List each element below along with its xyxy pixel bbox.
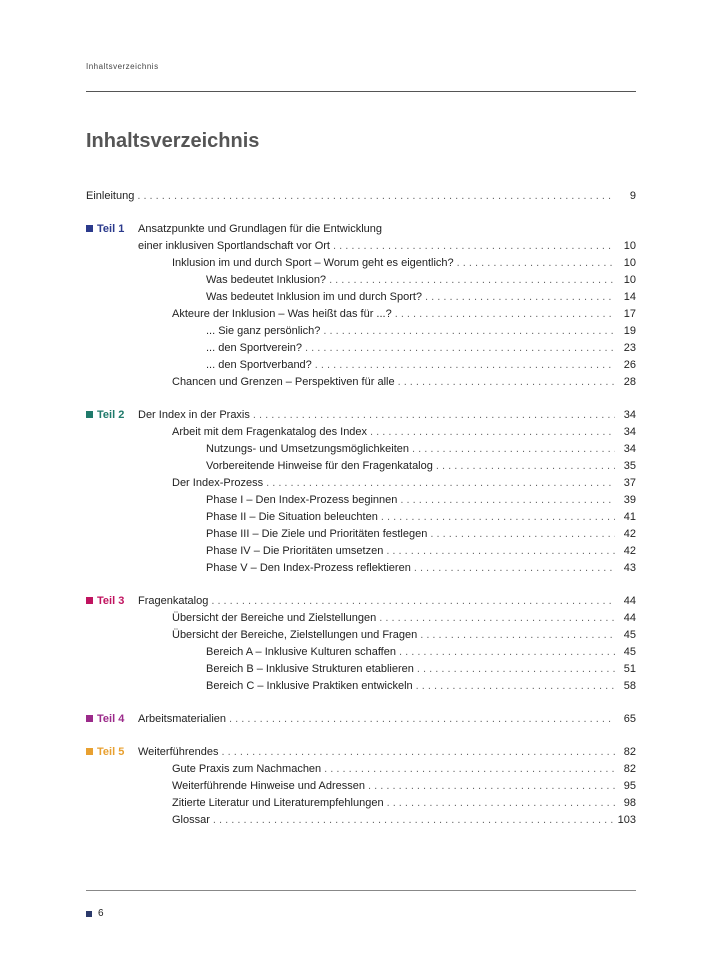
- toc-entry-label: ... den Sportverband?: [206, 359, 312, 371]
- dot-leader: [137, 188, 615, 205]
- toc-entry-page: 44: [623, 595, 636, 607]
- dot-leader: [333, 238, 615, 255]
- dot-leader: [229, 711, 615, 728]
- toc-entry-page: 41: [623, 511, 636, 523]
- toc-entry-page: 28: [623, 376, 636, 388]
- toc-entry-label: Chancen und Grenzen – Perspektiven für alle: [172, 376, 395, 388]
- toc-entry-page: 39: [623, 494, 636, 506]
- toc-entry-label: Glossar: [172, 814, 210, 826]
- toc-entry-label: Bereich B – Inklusive Strukturen etablieren: [206, 663, 414, 675]
- toc-entry[interactable]: [86, 255, 636, 272]
- toc-entry-page: 10: [623, 257, 636, 269]
- part-title: Weiterführendes: [138, 746, 219, 758]
- toc-entry-label: Was bedeutet Inklusion im und durch Sport?: [206, 291, 423, 303]
- toc-entry-label: Weiterführende Hinweise und Adressen: [172, 780, 366, 792]
- toc-entry-einleitung[interactable]: [86, 188, 636, 205]
- dot-leader: [412, 441, 615, 458]
- toc-entry-label: Bereich C – Inklusive Praktiken entwickeln: [206, 680, 413, 692]
- part-title: Ansatzpunkte und Grundlagen für die Entwicklung: [138, 223, 382, 235]
- toc-entry-page: 35: [623, 460, 636, 472]
- dot-leader: [395, 306, 615, 323]
- dot-leader: [416, 678, 615, 695]
- toc-entry-label: Phase IV – Die Prioritäten umsetzen: [206, 545, 384, 557]
- toc-entry-label: Gute Praxis zum Nachmachen: [172, 763, 322, 775]
- part-marker-icon: [86, 748, 93, 755]
- toc-entry-page: 10: [623, 274, 636, 286]
- toc-entry[interactable]: [86, 272, 636, 289]
- toc-entry-page: 51: [623, 663, 636, 675]
- toc-entry[interactable]: [86, 475, 636, 492]
- running-header: Inhaltsverzeichnis: [86, 62, 159, 71]
- toc-entry-page: 42: [623, 528, 636, 540]
- toc-entry-page: 26: [623, 359, 636, 371]
- part-number: Teil 3: [97, 595, 125, 607]
- part-marker-icon: [86, 715, 93, 722]
- toc-entry-label: Phase II – Die Situation beleuchten: [206, 511, 378, 523]
- part-title: Arbeitsmaterialien: [138, 713, 227, 725]
- toc-entry-page: 37: [623, 477, 636, 489]
- part-number: Teil 5: [97, 746, 125, 758]
- dot-leader: [266, 475, 615, 492]
- dot-leader: [253, 407, 615, 424]
- toc-entry-label: Was bedeutet Inklusion?: [206, 274, 327, 286]
- table-of-contents: [86, 188, 636, 829]
- dot-leader: [370, 424, 615, 441]
- toc-entry[interactable]: [86, 424, 636, 441]
- page-title: Inhaltsverzeichnis: [86, 130, 260, 152]
- toc-entry[interactable]: [86, 812, 636, 829]
- toc-entry-label: Akteure der Inklusion – Was heißt das für ...?: [172, 308, 392, 320]
- toc-entry-label: Phase V – Den Index-Prozess reflektieren: [206, 562, 411, 574]
- toc-entry-page: 14: [623, 291, 636, 303]
- part-title: Der Index in der Praxis: [138, 409, 250, 421]
- toc-entry-label: Arbeit mit dem Fragenkatalog des Index: [172, 426, 368, 438]
- toc-entry-page: 19: [623, 325, 636, 337]
- part-number: Teil 2: [97, 409, 125, 421]
- dot-leader: [323, 323, 615, 340]
- toc-entry[interactable]: [86, 610, 636, 627]
- toc-entry[interactable]: [86, 778, 636, 795]
- toc-entry[interactable]: [86, 543, 636, 560]
- dot-leader: [400, 492, 615, 509]
- toc-entry-label: Bereich A – Inklusive Kulturen schaffen: [206, 646, 396, 658]
- dot-leader: [222, 744, 615, 761]
- part-title: Fragenkatalog: [138, 595, 209, 607]
- toc-entry-page: 42: [623, 545, 636, 557]
- toc-entry-page: 34: [623, 409, 636, 421]
- toc-entry-page: 45: [623, 646, 636, 658]
- toc-entry[interactable]: [86, 560, 636, 577]
- dot-leader: [430, 526, 615, 543]
- toc-entry-page: 82: [623, 763, 636, 775]
- toc-entry-page: 44: [623, 612, 636, 624]
- toc-entry-label: ... den Sportverein?: [206, 342, 303, 354]
- toc-entry[interactable]: [86, 492, 636, 509]
- toc-entry-page: 58: [623, 680, 636, 692]
- toc-entry-label: Inklusion im und durch Sport – Worum geht es eigentlich?: [172, 257, 454, 269]
- part-number: Teil 1: [97, 223, 125, 235]
- toc-entry[interactable]: [86, 357, 636, 374]
- toc-entry-page: 9: [629, 190, 636, 202]
- toc-entry-page: 23: [623, 342, 636, 354]
- toc-entry-label: Phase III – Die Ziele und Prioritäten festlegen: [206, 528, 428, 540]
- toc-entry-page: 103: [617, 814, 636, 826]
- toc-part-1[interactable]: [86, 221, 636, 238]
- toc-entry[interactable]: [86, 761, 636, 778]
- part-number: Teil 4: [97, 713, 125, 725]
- toc-entry[interactable]: [86, 340, 636, 357]
- dot-leader: [329, 272, 615, 289]
- dot-leader: [420, 627, 615, 644]
- part-marker-icon: [86, 597, 93, 604]
- footer-square-icon: [86, 911, 92, 917]
- dot-leader: [324, 761, 615, 778]
- dot-leader: [414, 560, 615, 577]
- footer-rule: [86, 890, 636, 891]
- dot-leader: [211, 593, 615, 610]
- toc-entry[interactable]: [86, 441, 636, 458]
- toc-entry[interactable]: [86, 374, 636, 391]
- toc-entry-page: 82: [623, 746, 636, 758]
- part-marker-icon: [86, 225, 93, 232]
- dot-leader: [436, 458, 615, 475]
- toc-entry-page: 65: [623, 713, 636, 725]
- header-rule: [86, 91, 636, 92]
- dot-leader: [457, 255, 615, 272]
- dot-leader: [379, 610, 615, 627]
- toc-entry-label: ... Sie ganz persönlich?: [206, 325, 321, 337]
- toc-entry-label: Phase I – Den Index-Prozess beginnen: [206, 494, 398, 506]
- dot-leader: [368, 778, 615, 795]
- part-marker-icon: [86, 411, 93, 418]
- toc-entry[interactable]: [86, 306, 636, 323]
- toc-entry[interactable]: [86, 644, 636, 661]
- toc-part-3[interactable]: [86, 593, 636, 610]
- toc-entry-page: 34: [623, 426, 636, 438]
- toc-entry[interactable]: [86, 458, 636, 475]
- toc-entry-page: 34: [623, 443, 636, 455]
- toc-entry[interactable]: [86, 661, 636, 678]
- toc-entry-label: Übersicht der Bereiche und Zielstellungen: [172, 612, 377, 624]
- toc-entry-page: 98: [623, 797, 636, 809]
- toc-part-4[interactable]: [86, 711, 636, 728]
- toc-entry-label: Zitierte Literatur und Literaturempfehlungen: [172, 797, 384, 809]
- toc-entry-page: 17: [623, 308, 636, 320]
- dot-leader: [387, 795, 615, 812]
- toc-entry-label: Nutzungs- und Umsetzungsmöglichkeiten: [206, 443, 409, 455]
- toc-part-2[interactable]: [86, 407, 636, 424]
- dot-leader: [399, 644, 615, 661]
- toc-entry-page: 10: [623, 240, 636, 252]
- toc-entry-label: Vorbereitende Hinweise für den Fragenkatalog: [206, 460, 433, 472]
- dot-leader: [315, 357, 615, 374]
- toc-entry[interactable]: [86, 323, 636, 340]
- dot-leader: [305, 340, 615, 357]
- toc-entry[interactable]: [86, 795, 636, 812]
- dot-leader: [386, 543, 615, 560]
- toc-part-5[interactable]: [86, 744, 636, 761]
- page-footer: [86, 908, 104, 919]
- toc-entry-page: 43: [623, 562, 636, 574]
- part-title-continued: einer inklusiven Sportlandschaft vor Ort: [138, 240, 330, 252]
- page-number: 6: [98, 908, 104, 919]
- dot-leader: [213, 812, 615, 829]
- dot-leader: [425, 289, 615, 306]
- toc-entry-label: Übersicht der Bereiche, Zielstellungen und Fragen: [172, 629, 418, 641]
- toc-entry[interactable]: [86, 627, 636, 644]
- dot-leader: [381, 509, 615, 526]
- toc-entry[interactable]: [86, 526, 636, 543]
- toc-entry-label: Einleitung: [86, 190, 135, 202]
- dot-leader: [417, 661, 615, 678]
- toc-entry[interactable]: [86, 289, 636, 306]
- toc-part-1-continuation[interactable]: [86, 238, 636, 255]
- toc-entry-page: 45: [623, 629, 636, 641]
- toc-entry[interactable]: [86, 678, 636, 695]
- toc-entry-page: 95: [623, 780, 636, 792]
- toc-entry-label: Der Index-Prozess: [172, 477, 264, 489]
- toc-entry[interactable]: [86, 509, 636, 526]
- dot-leader: [398, 374, 615, 391]
